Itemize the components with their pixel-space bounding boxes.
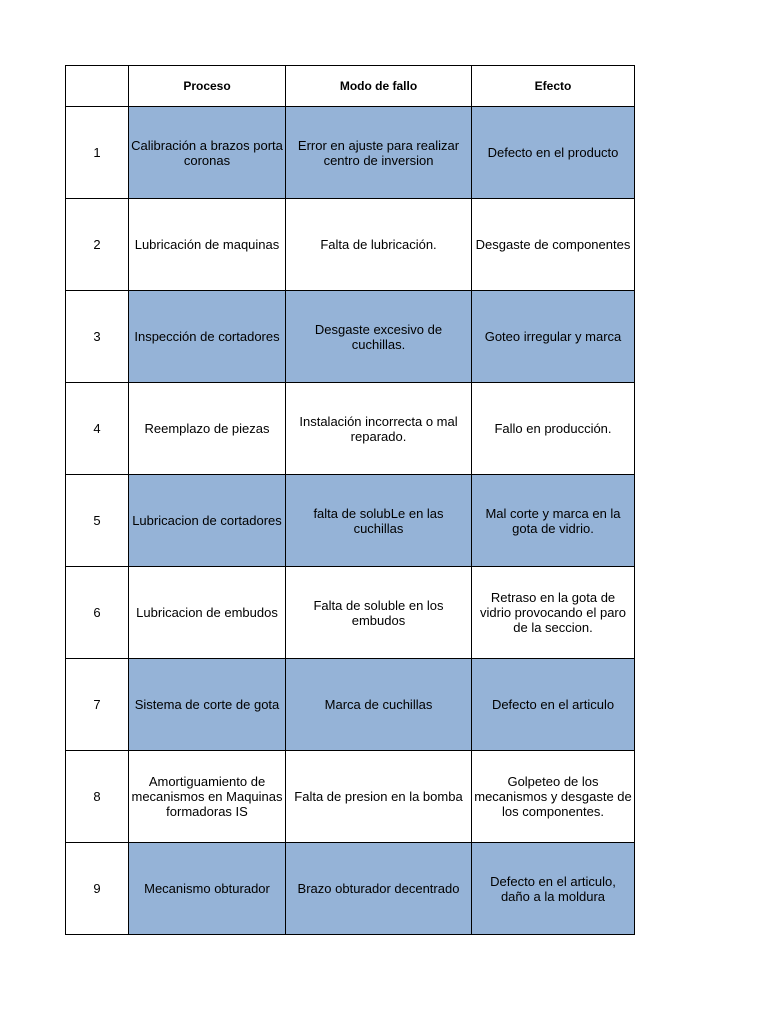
cell-modo-de-fallo: Instalación incorrecta o mal reparado. <box>286 383 472 475</box>
cell-proceso: Lubricación de maquinas <box>129 199 286 291</box>
cell-efecto: Goteo irregular y marca <box>472 291 635 383</box>
cell-efecto: Defecto en el articulo, daño a la moldura <box>472 843 635 935</box>
header-row <box>66 66 635 107</box>
row-number: 8 <box>66 751 129 843</box>
row-number: 6 <box>66 567 129 659</box>
cell-proceso: Sistema de corte de gota <box>129 659 286 751</box>
cell-modo-de-fallo: Falta de presion en la bomba <box>286 751 472 843</box>
cell-modo-de-fallo: Brazo obturador decentrado <box>286 843 472 935</box>
cell-modo-de-fallo: Desgaste excesivo de cuchillas. <box>286 291 472 383</box>
cell-efecto: Defecto en el producto <box>472 107 635 199</box>
table-row <box>66 751 635 843</box>
cell-modo-de-fallo: Error en ajuste para realizar centro de inversion <box>286 107 472 199</box>
cell-efecto: Mal corte y marca en la gota de vidrio. <box>472 475 635 567</box>
table-row <box>66 475 635 567</box>
cell-modo-de-fallo: Falta de soluble en los embudos <box>286 567 472 659</box>
cell-proceso: Lubricacion de cortadores <box>129 475 286 567</box>
cell-proceso: Reemplazo de piezas <box>129 383 286 475</box>
row-number: 7 <box>66 659 129 751</box>
cell-modo-de-fallo: Falta de lubricación. <box>286 199 472 291</box>
cell-proceso: Calibración a brazos porta coronas <box>129 107 286 199</box>
table-row <box>66 199 635 291</box>
cell-modo-de-fallo: Marca de cuchillas <box>286 659 472 751</box>
table-row <box>66 567 635 659</box>
header-number <box>66 66 129 107</box>
cell-efecto: Golpeteo de los mecanismos y desgaste de los componentes. <box>472 751 635 843</box>
cell-efecto: Defecto en el articulo <box>472 659 635 751</box>
cell-efecto: Retraso en la gota de vidrio provocando el paro de la seccion. <box>472 567 635 659</box>
row-number: 2 <box>66 199 129 291</box>
table-row <box>66 659 635 751</box>
cell-efecto: Desgaste de componentes <box>472 199 635 291</box>
table-row <box>66 291 635 383</box>
header-proceso: Proceso <box>129 66 286 107</box>
table-row <box>66 383 635 475</box>
row-number: 5 <box>66 475 129 567</box>
header-modo-de-fallo: Modo de fallo <box>286 66 472 107</box>
row-number: 3 <box>66 291 129 383</box>
row-number: 1 <box>66 107 129 199</box>
fmea-table <box>65 65 635 935</box>
cell-efecto: Fallo en producción. <box>472 383 635 475</box>
cell-modo-de-fallo: falta de solubLe en las cuchillas <box>286 475 472 567</box>
table-body <box>66 107 635 935</box>
cell-proceso: Amortiguamiento de mecanismos en Maquinas formadoras IS <box>129 751 286 843</box>
table-row <box>66 843 635 935</box>
cell-proceso: Lubricacion de embudos <box>129 567 286 659</box>
cell-proceso: Mecanismo obturador <box>129 843 286 935</box>
header-efecto: Efecto <box>472 66 635 107</box>
cell-proceso: Inspección de cortadores <box>129 291 286 383</box>
table-row <box>66 107 635 199</box>
row-number: 4 <box>66 383 129 475</box>
row-number: 9 <box>66 843 129 935</box>
